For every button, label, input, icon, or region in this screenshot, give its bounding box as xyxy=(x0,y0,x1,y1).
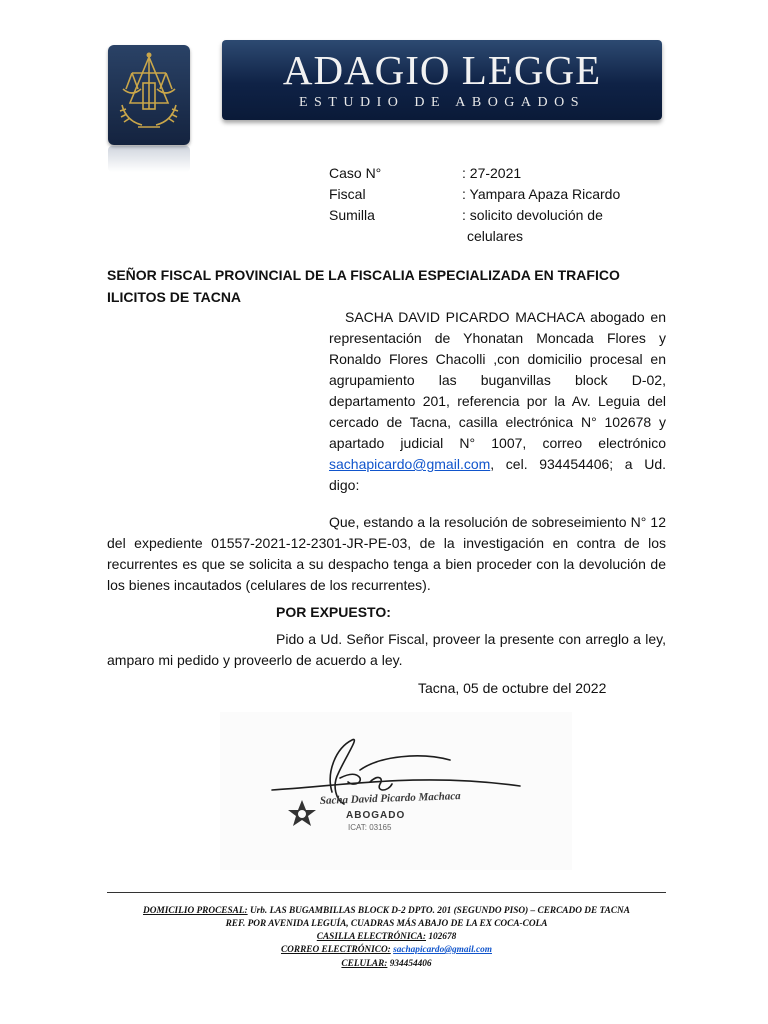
footer-casilla xyxy=(107,931,666,944)
footer-celular xyxy=(107,958,666,971)
footer-reference: REF. POR AVENIDA LEGUÍA, CUADRAS MÁS ABAJO DE LA EX COCA-COLA xyxy=(225,919,548,929)
handwritten-signature xyxy=(220,712,572,870)
stamp-registration: ICAT: 03165 xyxy=(348,823,392,832)
signature-stamp-image xyxy=(220,712,572,870)
place-date: Tacna, 05 de octubre del 2022 xyxy=(418,680,607,696)
case-number-value: : 27-2021 xyxy=(462,165,522,181)
footer-divider xyxy=(107,892,666,893)
prosecutor-label: Fiscal xyxy=(329,186,366,202)
footer-email-link[interactable]: sachapicardo@gmail.com xyxy=(393,945,492,955)
firm-name: ADAGIO LEGGE xyxy=(282,47,602,93)
footer-celular-value: 934454406 xyxy=(389,959,432,969)
intro-text-after-email: , cel. 934454406; a Ud. digo: xyxy=(329,456,666,493)
firm-subtitle: ESTUDIO DE ABOGADOS xyxy=(298,95,586,110)
email-link[interactable]: sachapicardo@gmail.com xyxy=(329,456,491,472)
addressee-heading: SEÑOR FISCAL PROVINCIAL DE LA FISCALIA ESPECIALIZADA EN TRAFICO ILICITOS DE TACNA xyxy=(107,267,620,305)
summary-value: : solicito devolución de xyxy=(462,207,603,223)
stamp-title: ABOGADO xyxy=(346,810,406,821)
logo-reflection xyxy=(108,146,190,172)
footer-casilla-label: CASILLA ELECTRÓNICA: xyxy=(316,932,427,942)
case-number-label: Caso N° xyxy=(329,165,382,181)
body-paragraph: Que, estando a la resolución de sobreseimiento N° 12 del expediente 01557-2021-12-2301-JR-PE-03, de la investigación en contra de los recurrentes es que se solicita a su despacho tenga a bien proceder con la devolución de los bienes incautados (celulares de los recurrentes). xyxy=(107,514,666,593)
stamp-name: Sacha David Picardo Machaca xyxy=(319,790,461,807)
firm-emblem-logo xyxy=(108,45,190,145)
summary-value-continuation: celulares xyxy=(467,228,524,244)
intro-text: SACHA DAVID PICARDO MACHACA abogado en representación de Yhonatan Moncada Flores y Ronaldo Flores Chacolli ,con domicilio procesal en agrupamiento las buganvillas block D-02, departamento 201, referencia por la Av. Leguia del cercado de Tacna, casilla electrónica N° 102678 y apartado judicial N° 1007, correo electrónico xyxy=(329,309,666,451)
por-expuesto-heading: POR EXPUESTO: xyxy=(276,604,391,620)
firm-banner xyxy=(222,40,662,120)
footer-domicilio xyxy=(107,905,666,918)
request-paragraph: Pido a Ud. Señor Fiscal, proveer la presente con arreglo a ley, amparo mi pedido y proveerlo de acuerdo a ley. xyxy=(107,631,666,668)
footer-domicilio-label: DOMICILIO PROCESAL: xyxy=(143,906,248,916)
intro-paragraph xyxy=(329,307,666,496)
footer-domicilio-value: Urb. LAS BUGAMBILLAS BLOCK D-2 DPTO. 201 (SEGUNDO PISO) – CERCADO DE TACNA xyxy=(249,906,630,916)
footer-celular-label: CELULAR: xyxy=(341,959,388,969)
prosecutor-value: : Yampara Apaza Ricardo xyxy=(462,186,621,202)
summary-label: Sumilla xyxy=(329,207,375,223)
footer-casilla-value: 102678 xyxy=(428,932,457,942)
footer-correo-label: CORREO ELECTRÓNICO: xyxy=(280,945,391,955)
footer-correo xyxy=(107,944,666,957)
scales-of-justice-icon xyxy=(108,45,190,145)
